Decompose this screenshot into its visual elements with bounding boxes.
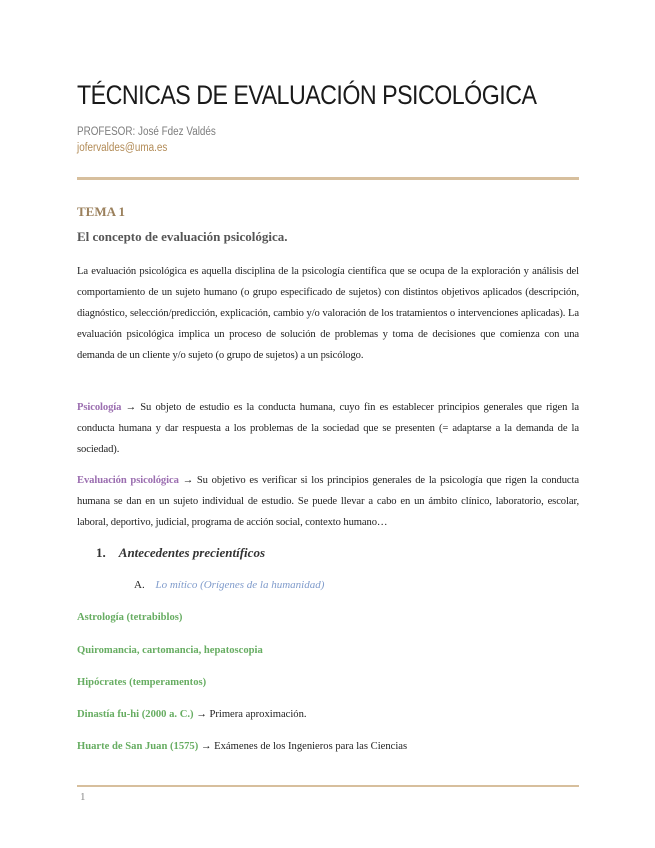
intro-paragraph: La evaluación psicológica es aquella disciplina de la psicología científica que se ocupa de la exploración y análisis del comportamiento de un sujeto humano (o grupo especificado de sujetos) con distintos objetivos aplicados (descripción, diagnóstico, selección/predicción, explicación, cambio y/o valoración de los tratamientos o intervenciones aplicadas). La evaluación psicológica implica un proceso de solución de problemas y toma de decisiones que comienza con una demanda de un cliente y/o sujeto (o grupo de sujetos) a un psicólogo. — [77, 266, 579, 361]
list-item-term: Dinastía fu-hi (2000 a. C.) — [77, 709, 194, 720]
list-item-term: Hipócrates (temperamentos) — [77, 677, 207, 688]
evaluacion-paragraph — [77, 470, 579, 533]
psicologia-paragraph — [77, 397, 579, 460]
evaluacion-term: Evaluación psicológica — [77, 475, 179, 486]
list-item — [77, 741, 407, 752]
page-number: 1 — [80, 791, 86, 803]
arrow-icon: → — [200, 741, 212, 752]
section-title: Antecedentes precientíficos — [118, 545, 265, 560]
professor-email[interactable]: jofervaldes@uma.es — [77, 142, 168, 154]
professor-line: PROFESOR: José Fdez Valdés — [77, 126, 216, 138]
list-item-term: Quiromancia, cartomancia, hepatoscopia — [77, 645, 263, 656]
arrow-icon: → — [196, 709, 207, 720]
list-item-term: Astrología (tetrabiblos) — [77, 612, 183, 623]
psicologia-text: Su objeto de estudio es la conducta humana, cuyo fin es establecer principios generales que rigen la conducta humana y dar respuesta a los problemas de la sociedad que se presenten (= adaptarse a la demanda de la sociedad). — [77, 402, 579, 455]
subsection-letter: A. — [134, 579, 145, 591]
subsection-title: Lo mítico (Orígenes de la humanidad) — [155, 579, 325, 591]
list-item-term: Huarte de San Juan (1575) — [77, 741, 199, 752]
psicologia-term: Psicología — [77, 402, 122, 413]
list-item — [77, 612, 182, 623]
tema-title: El concepto de evaluación psicológica. — [77, 229, 288, 244]
header-divider — [77, 177, 579, 180]
document-title: TÉCNICAS DE EVALUACIÓN PSICOLÓGICA — [77, 80, 537, 110]
list-item — [77, 677, 206, 688]
list-item — [77, 645, 263, 656]
arrow-icon: → — [125, 402, 137, 413]
subsection-heading — [134, 579, 324, 591]
tema-label: TEMA 1 — [77, 204, 126, 219]
arrow-icon: → — [182, 475, 194, 486]
list-item-text: Primera aproximación. — [209, 709, 307, 720]
list-item — [77, 709, 307, 720]
section-heading — [96, 545, 265, 561]
evaluacion-text: Su objetivo es verificar si los principios generales de la psicología que rigen la conducta humana se dan en un sujeto individual de estudio. Se puede llevar a cabo en un ámbito clínico, laboratorio, escolar, laboral, deportivo, judicial, programa de acción social, contexto humano… — [77, 475, 579, 528]
footer-divider — [77, 785, 579, 787]
list-item-text: Exámenes de los Ingenieros para las Ciencias — [214, 741, 408, 752]
section-number: 1. — [96, 545, 106, 560]
